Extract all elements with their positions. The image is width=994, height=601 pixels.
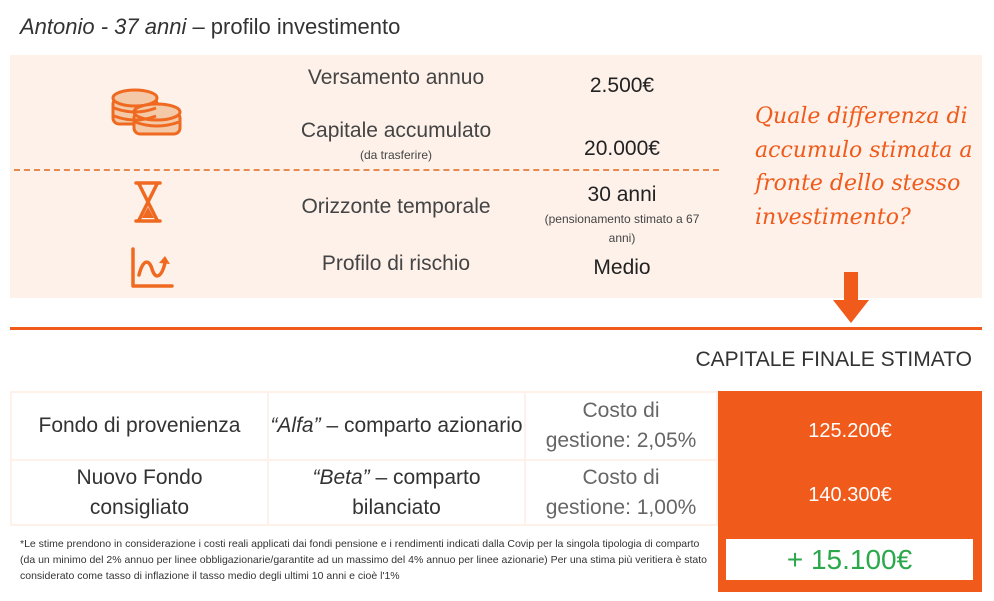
table-cell-comparto [269,461,524,524]
difference-badge [726,539,973,580]
risk-chart-icon [130,247,174,289]
fund-beta-name: “Beta” [312,465,370,489]
comparison-table [10,391,718,526]
section-divider [10,327,982,330]
capitale-sublabel: (da trasferire) [359,148,433,162]
fund-alfa-name: “Alfa” [270,414,321,437]
cost-alfa-line1: Costo di [582,399,660,422]
table-cell-comparto [269,393,524,459]
table-cell-cost [526,393,716,459]
cost-beta-line1: Costo di [582,465,660,489]
final-capital-header: CAPITALE FINALE STIMATO [695,348,972,371]
rischio-label: Profilo di rischio [321,252,471,275]
cost-beta-line2: gestione: 1,00% [545,495,697,519]
fund-new-line2: consigliato [89,495,190,519]
final-capital-beta: 140.300€ [808,484,892,506]
capitale-value: 20.000€ [584,137,660,160]
final-capital-alfa: 125.200€ [808,420,892,442]
dashed-divider [14,169,719,171]
title-subject: – profilo investimento [186,14,401,39]
orizzonte-label: Orizzonte temporale [301,195,491,218]
fund-new-line1: Nuovo Fondo [76,465,203,489]
footnote: *Le stime prendono in considerazione i costi reali applicati dai fondi pensione e i rendimenti indicati dalla Covip per la singola tipologia di comparto (da un minimo del 2% annuo per linee obbligazionarie/garantite ad un massimo del 4% annuo per linee azionarie) Per una stima più veritiera è stato considerato come tasso di inflazione il tasso medio degli ultimi 10 anni e cioè l'1% [20,538,707,582]
table-cell-cost [526,461,716,524]
coins-icon [104,82,186,140]
title-person: Antonio - 37 anni [20,14,187,39]
fund-beta-comparto: – comparto bilanciato [352,465,481,519]
capitale-label: Capitale accumulato [300,119,492,142]
cost-alfa-line2: gestione: 2,05% [545,429,697,452]
page-title [20,14,400,40]
down-arrow-icon [832,272,870,324]
fund-origin-label: Fondo di provenienza [38,414,241,437]
question-text: Quale differenza di accumulo stimata a fronte dello stesso investimento? [755,104,973,230]
orizzonte-note: (pensionamento stimato a 67 anni) [544,212,700,245]
fund-alfa-comparto: – comparto azionario [320,414,523,437]
hourglass-icon [133,180,163,224]
versamento-value: 2.500€ [589,74,655,97]
difference-value: + 15.100€ [786,543,913,575]
table-cell-fund [12,461,267,524]
table-cell-fund [12,393,267,459]
orizzonte-value: 30 anni [587,183,657,206]
rischio-value: Medio [593,256,651,279]
versamento-label: Versamento annuo [307,66,485,89]
